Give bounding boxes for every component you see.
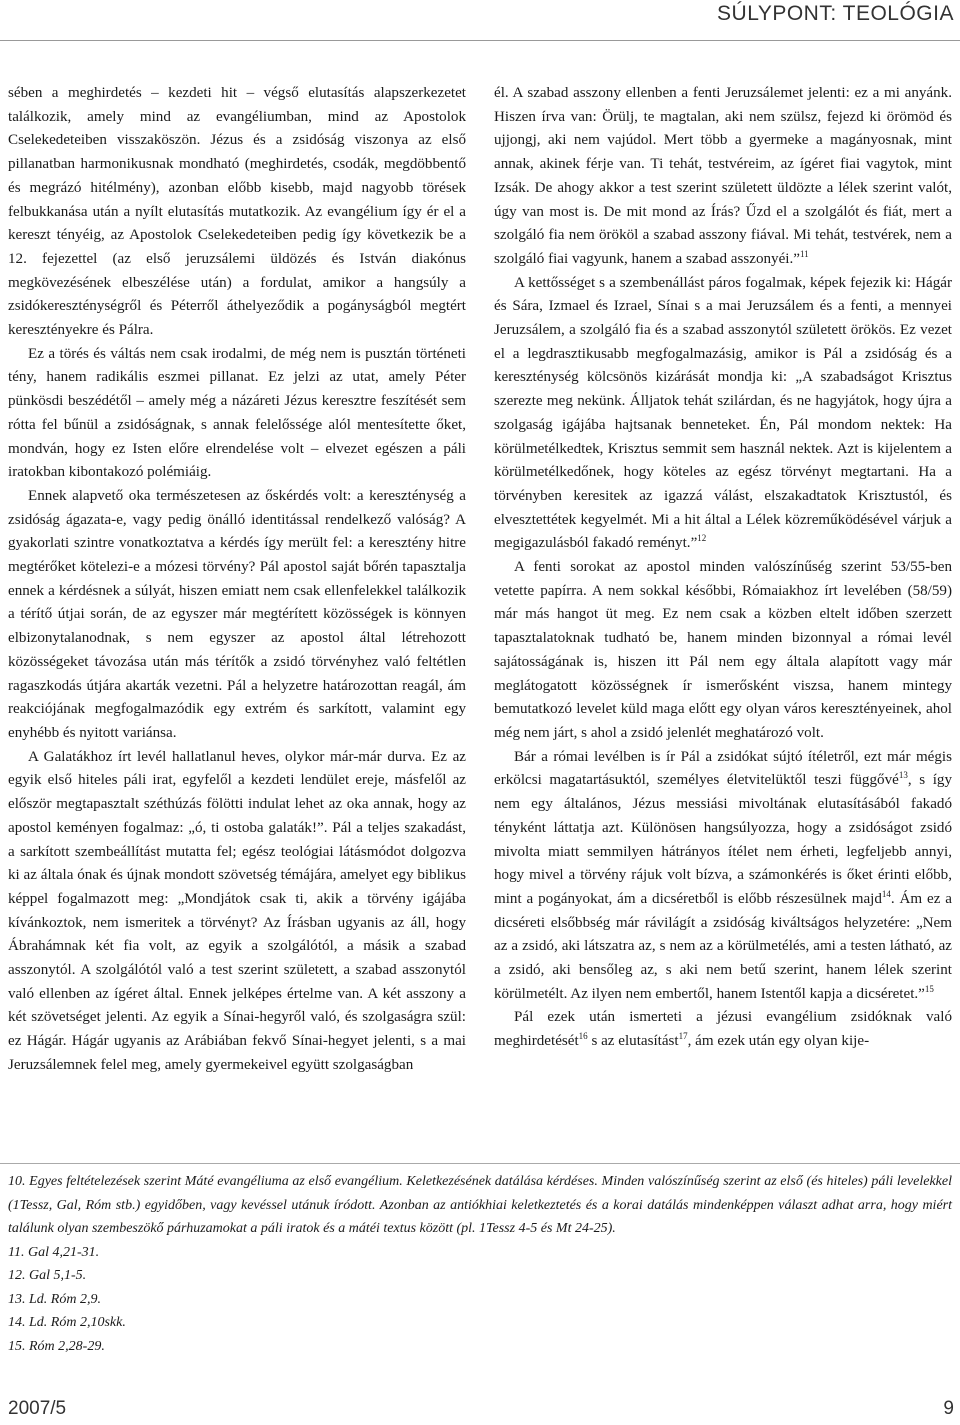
footnote-ref: 15 xyxy=(924,983,934,994)
header-rule xyxy=(0,40,960,41)
running-title: SÚLYPONT: TEOLÓGIA xyxy=(717,2,954,25)
footnote: 10. Egyes feltételezések szerint Máté evangéliuma az első evangélium. Keletkezésének datálása kérdéses. Minden valószínűség szerint az első (és hiteles) páli levelekkel (1Tessz, Gal, Róm stb.) egyidőben, vagy kevéssel utánuk íródott. Azonban az antiókhiai keletkeztetés és a korai datálás mindenképpen választ adhat arra, hogy miért találunk olyan szembeszökő párhuzamokat a páli iratok és a mátéi textus között (pl. 1Tessz 4-5 és Mt 24-25). xyxy=(8,1174,952,1236)
issue-number: 2007/5 xyxy=(8,1398,67,1419)
footnote: 13. Ld. Róm 2,9. xyxy=(8,1291,101,1307)
footnote: 15. Róm 2,28-29. xyxy=(8,1338,105,1354)
paragraph xyxy=(494,272,952,556)
paragraph: Ez a törés és váltás nem csak irodalmi, de még nem is pusztán történeti tény, hanem radikális eszmei pillanat. Ez jelzi az utat, amely Péter pünkösdi beszédétől – amely még a názáreti Jézus keresztre feszítését sem rótta fel bűnül a zsidóságnak, s annak felelőssége alól mentesítette őket, mondván, hogy ez Isten előre elrendelése volt – elvezet egészen a páli iratokban kibontakozó polémiáig. xyxy=(8,345,466,481)
paragraph: sében a meghirdetés – kezdeti hit – végső elutasítás alapszerkezetet találkozik, amely mind az evangéliumban, mind az Apostolok Cselekedeteiben visszaköszön. Jézus és a zsidóság viszonya az első pillanatban harmonikusnak mondható (meghirdetés, csodák, megdöbbentő és megrázó hitélmény), azonban előbb kisebb, majd nagyobb törések felbukkanása után a nyílt elutasítás mutatkozik. Az evangélium így ér el a kereszt tényéig, az Apostolok Cselekedeteiben pedig így következik be a 12. fejezettel (az első jeruzsálemi üldözés és István diakónus megkövezésének elbeszélése után) a fordulat, amikor a hangsúly a zsidókereszténységről és Péterről áthelyeződik a pogányságból megtért keresztényekre és Pálra. xyxy=(8,85,466,339)
paragraph-text: s az elutasítást xyxy=(587,1033,679,1050)
paragraph-text: A kettősséget s a szembenállást páros fogalmak, képek fejezik ki: Hágár és Sára, Izmael és Izrael, Sínai s a mai Jeruzsálem és a fenti, a mennyei Jeruzsálem, a szolgáló fia és a szabad asszonytól született örökös. Ez vezet el a legdrasztikusabb megfogalmazásig, amikor is Pál a zsidóság és a kereszténység kölcsönös kizárását mondja ki: „A szabadságot Krisztus szerezte meg nekünk. Álljatok tehát szilárdan, és ne hagyjátok, hogy újra a szolgaság igájába hajtsanak benneteket. Én, Pál mondom nektek: Ha körülmetélkedtek, Krisztus semmit sem használ nektek. Azt is kijelentem a körülmetélkedőnek, hogy köteles az egész törvényt megtartani. Ha a törvényben keresitek az igazzá válást, elszakadtatok Krisztustól, és elvesztettétek kegyelmét. Mi a hit által a Lélek közreműködésével várjuk a megigazulásból fakadó reményt.” xyxy=(494,274,952,552)
footnote: 11. Gal 4,21-31. xyxy=(8,1244,100,1260)
paragraph-text: Pál ezek után ismerteti a jézusi evangélium zsidóknak való meghirdetését xyxy=(494,1009,952,1050)
footnotes xyxy=(8,1170,952,1358)
footnote-rule xyxy=(0,1163,960,1164)
footnote-ref: 11 xyxy=(799,248,809,259)
footnote-ref: 13 xyxy=(898,770,908,781)
left-column xyxy=(8,82,466,1078)
paragraph-text: , ám ezek után egy olyan kije- xyxy=(687,1033,870,1050)
paragraph-text: , s így nem egy általános, Jézus messiási mivoltának elutasításából fakadó tényként láttatja azt. Különösen hangsúlyozza, hogy a zsidóságot zsidó mivolta miatt semmilyen hátrányos ítélet nem érheti, legfeljebb annyi, hogy mivel a törvény rájuk volt bízva, a számonkérés is őket érinti előbb, mint a pogányokat, ám a dicséretből is előbb részesülnek majd xyxy=(494,772,952,907)
footnote: 14. Ld. Róm 2,10skk. xyxy=(8,1315,126,1330)
paragraph xyxy=(494,82,952,272)
footnote-ref: 12 xyxy=(697,533,707,544)
paragraph: A fenti sorokat az apostol minden valószínűség szerint 53/55-ben vetette papírra. A nem sokkal későbbi, Rómaiakhoz írt levelében (58/59) már más hangot üt meg. Ez nem csak a közben eltelt időben szerzett tapasztalatoknak tudható be, hanem minden bizonnyal a római levél sajátosságának is, hiszen itt Pál nem egy általa alapított vagy már meglátogatott közösségnek ír ismerősként viszsa, hanem mintegy bemutatkozó levelet küld maga előtt egy olyan város keresztényeinek, ahol még nem járt, s ahol a zsidó jelenlét meghatározó volt. xyxy=(494,559,952,741)
paragraph-text: él. A szabad asszony ellenben a fenti Jeruzsálemet jelenti: ez a mi anyánk. Hiszen írva van: Örülj, te magtalan, aki nem szülsz, fejezd ki örömöd és ujjongj, aki nem vajúdol. Mert több a gyermeke a magányosnak, mint annak, akinek férje van. Ti tehát, testvéreim, az ígéret fiai vagytok, mint Izsák. De ahogy akkor a test szerint született üldözte a lélek szerint valót, úgy van most is. De mit mond az Írás? Űzd el a szolgálót és fiát, mert a szolgáló fia nem örököl a szabad asszony fiával. Mi tehát, testvérek, nem a szolgáló fiai vagyunk, hanem a szabad asszonyéi.” xyxy=(494,85,952,267)
page-number: 9 xyxy=(943,1398,954,1419)
paragraph: Ennek alapvető oka természetesen az őskérdés volt: a kereszténység a zsidóság ágazata-e, vagy pedig önálló identitással rendelkező valóság? A gyakorlati szintre vonatkoztatva a kérdés így merült fel: a keresztény hitre megtérőket kötelezi-e a mózesi törvény? Pál apostol saját bőrén tapasztalja ennek a kérdésnek a súlyát, hiszen emiatt nem csak ellenfelekkel találkozik a térítő útjai során, de az egyszer már megtérített közösségek is könnyen elbizonytalanodnak, s nem egyszer az apostol által létrehozott közösségeket távozása után más térítők a zsidó törvényhez való feltétlen ragaszkodás útjára akarták vezetni. Pál a helyzetre határozottan reagál, ám reakciójának megfogalmazódik egy extrém és sarkított, valamint egy enyhébb és nyitott variánsa. xyxy=(8,487,466,741)
paragraph: A Galatákhoz írt levél hallatlanul heves, olykor már-már durva. Ez az egyik első hiteles páli irat, egyfelől a kezdeti lendület ereje, másfelől az először megtapasztalt széthúzás fölötti indulat lehet az oka annak, hogy az apostol keményen fogalmaz: „ó, ti ostoba galaták!”. Pál a teljes szakadást, a sarkított szembeállítást mutatta fel; egész teológiai látásmódot dolgozva ki az általa ónak és újnak mondott szövetség témájára, amelyet egy biblikus képpel fogalmazott meg: „Mondjátok csak ti, akik a törvény igájába kívánkoztok, nem ismeritek a törvényt? Az Írásban ugyanis az áll, hogy Ábrahámnak két fia volt, az egyik a szolgálótól, a másik a szabad asszonytól. A szolgálótól való a test szerint született, a szabad asszonytól való ellenben az ígéret által. Ennek jelképes értelme van. A két asszony a két szövetséget jelenti. Az egyik a Sínai-hegyről való, és szolgaságra szül: ez Hágár. Hágár ugyanis az Arábiában fekvő Sínai-hegyet jelenti, s a mai Jeruzsálemnek felel meg, amely gyermekeivel együtt szolgaságban xyxy=(8,748,466,1073)
paragraph-text: Bár a római levélben is ír Pál a zsidókat sújtó ítéletről, ezt már mégis erkölcsi magatartásuktól, személyes életvitelüktől teszi függővé xyxy=(494,748,952,789)
footnote-ref: 16 xyxy=(578,1031,588,1042)
footnote: 12. Gal 5,1-5. xyxy=(8,1268,87,1283)
footnote-ref: 14 xyxy=(881,888,891,899)
paragraph xyxy=(494,1006,952,1053)
paragraph xyxy=(494,746,952,1007)
footnote-ref: 17 xyxy=(678,1031,688,1042)
right-column xyxy=(494,82,952,1054)
paragraph-text: . Ám ez a dicséreti elsőbbség már rávilágít a zsidóság kiváltságos helyzetére: „Nem az a zsidó, aki látszatra az, s nem az a körülmetélés, ami a testen látható, az a zsidó, aki bensőleg az, s aki nem betű szerint, hanem lélek szerint körülmetélt. Az ilyen nem embertől, hanem Istentől kapja a dicséretet.” xyxy=(494,890,952,1002)
